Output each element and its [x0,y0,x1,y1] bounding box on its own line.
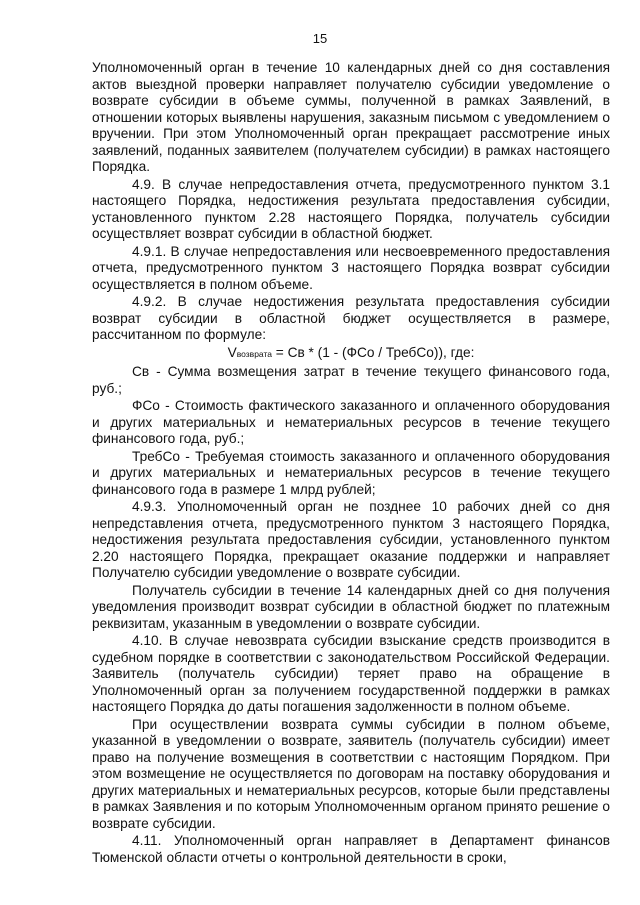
definition-fso: ФСо - Стоимость фактического заказанного и оплаченного оборудования и других материальных и нематериальных ресурсов в течение текущего финансового года, руб.; [92,398,610,446]
paragraph-recipient-return: Получатель субсидии в течение 14 календарных дней со дня получения уведомления производит возврат субсидии в областной бюджет по платежным реквизитам, указанным в уведомлении о возврате субсидии. [92,582,610,631]
paragraph: Уполномоченный орган в течение 10 календарных дней со дня составления актов выездной проверки направляет получателю субсидии уведомление о возврате субсидии в объеме суммы, полученной в рамках Заявлений, в отношении которых выявлены нарушения, заказным письмом с уведомлением о вручении. При этом Уполномоченный орган прекращает рассмотрение иных заявлений, поданных заявителем (получателем субсидии) в рамках настоящего Порядка. [92,60,610,174]
paragraph-4-9-2: 4.9.2. В случае недостижения результата предоставления субсидии возврат субсидии в областной бюджет осуществляется в размере, рассчитанном по формуле: [92,294,610,342]
paragraph-4-11: 4.11. Уполномоченный орган направляет в Департамент финансов Тюменской области отчеты о контрольной деятельности в сроки, [92,833,610,865]
formula-expression: = Св * (1 - (ФСо / ТребСо)), где: [272,344,475,360]
paragraph-4-9-3: 4.9.3. Уполномоченный орган не позднее 10 рабочих дней со дня непредставления отчета, предусмотренного пунктом 3 настоящего Порядка, недостижения результата предоставления субсидии, установленного пунктом 2.20 настоящего Порядка, прекращает оказание поддержки и направляет Получателю субсидии уведомление о возврате субсидии. [92,499,610,580]
paragraph-4-9-1: 4.9.1. В случае непредоставления или несвоевременного предоставления отчета, предусмотренного пунктом 3 настоящего Порядка возврат субсидии осуществляется в полном объеме. [92,243,610,292]
refund-formula [92,345,610,363]
definition-trebso: ТребСо - Требуемая стоимость заказанного и оплаченного оборудования и других материальных и нематериальных ресурсов в течение текущего финансового года в размере 1 млрд рублей; [92,448,610,497]
formula-subscript: возврата [236,348,272,359]
document-body [92,60,610,867]
paragraph-full-return: При осуществлении возврата суммы субсидии в полном объеме, указанной в уведомлении о возврате, заявитель (получатель субсидии) имеет право на получение возмещения в соответствии с настоящим Порядком. При этом возмещение не осуществляется по договорам на поставку оборудования и других материальных и нематериальных ресурсов, которые были представлены в рамках Заявления и по которым Уполномоченным органом принято решение о возврате субсидии. [92,716,610,831]
page-number: 15 [312,31,328,46]
formula-variable: V [227,344,237,360]
definition-sv: Св - Сумма возмещения затрат в течение текущего финансового года, руб.; [92,364,610,396]
paragraph-4-10: 4.10. В случае невозврата субсидии взыскание средств производится в судебном порядке в соответствии с законодательством Российской Федерации. Заявитель (получатель субсидии) теряет право на обращение в Уполномоченный орган за получением государственной поддержки в рамках настоящего Порядка до даты погашения задолженности в полном объеме. [92,633,610,714]
paragraph-4-9: 4.9. В случае непредоставления отчета, предусмотренного пунктом 3.1 настоящего Порядка, недостижения результата предоставления субсидии, установленного пунктом 2.28 настоящего Порядка, получатель субсидии осуществляет возврат субсидии в областной бюджет. [92,176,610,241]
